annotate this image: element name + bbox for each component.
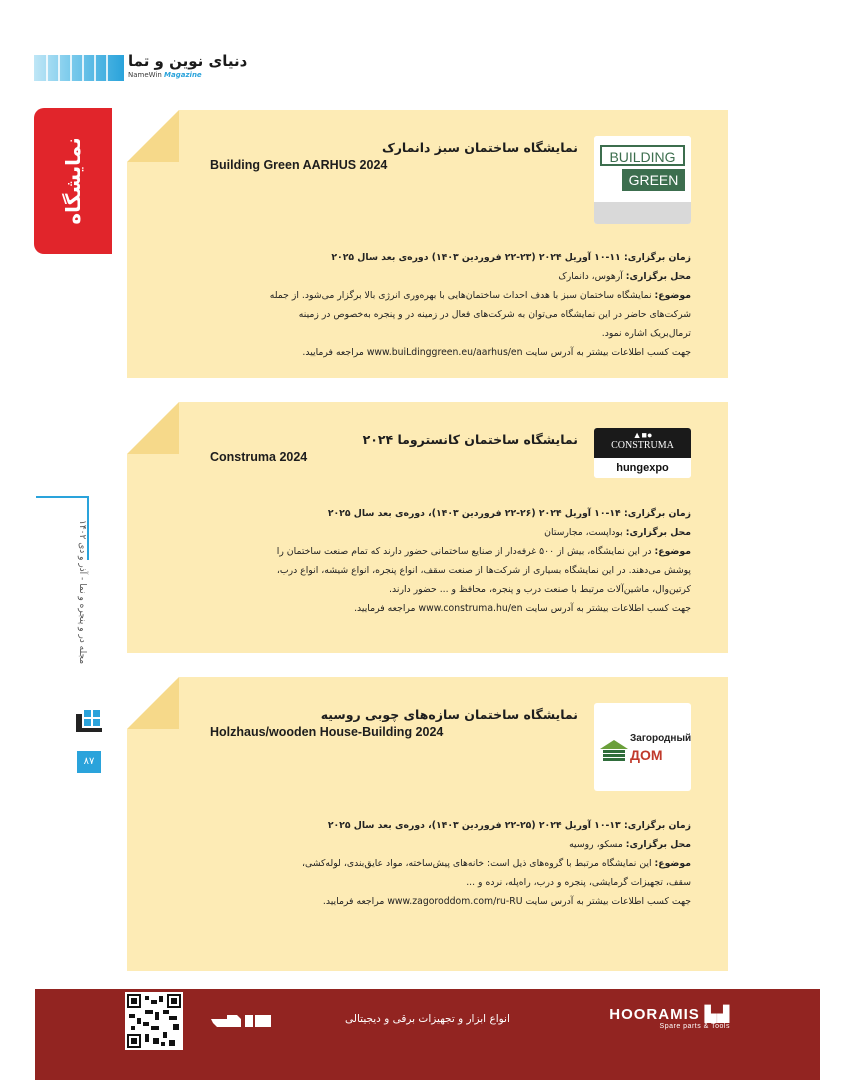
header-color-strip: [34, 55, 124, 81]
qr-code-icon[interactable]: [125, 992, 183, 1050]
more-info-link[interactable]: جهت کسب اطلاعات بیشتر به آدرس سایت www.construma.hu/en مراجعه فرمایید.: [354, 603, 691, 614]
exhibition-details: زمان برگزاری: ۱۴-۱۰ آوریل ۲۰۲۴ (۲۶-۲۲ فروردین ۱۴۰۳)، دوره‌ی بعد سال ۲۰۲۵ محل برگزاری: بوداپست، مجارستان موضوع: در این نمایشگاه، بیش از ۵۰۰ غرفه‌دار از صنایع ساختمانی حضور دارند که تمام صنعت ساختمان را پوشش می‌دهند. در این نمایشگاه بسیاری از شرکت‌ها از صنعت سقف، انواع پنجره، انواع شیشه، انواع درب، کرتین‌وال، ماشین‌آلات مرتبط با صنعت درب و پنجره، محافظ و ... حضور دارند. جهت کسب اطلاعات بیشتر به آدرس سایت www.construma.hu/en مراجعه فرمایید.: [165, 504, 691, 618]
section-tab: [34, 108, 112, 254]
more-info-link[interactable]: جهت کسب اطلاعات بیشتر به آدرس سایت www.zagoroddom.com/ru-RU مراجعه فرمایید.: [322, 896, 691, 907]
ad-tagline: انواع ابزار و تجهیزات برقی و دیجیتالی: [345, 1013, 510, 1025]
margin-rule-vertical: [87, 496, 89, 560]
exhibition-title-en: Holzhaus/wooden House-Building 2024: [210, 725, 444, 739]
exhibition-details: زمان برگزاری: ۱۱-۱۰ آوریل ۲۰۲۴ (۲۳-۲۲ فروردین ۱۴۰۳) دوره‌ی بعد سال ۲۰۲۵ محل برگزاری: آرهوس، دانمارک موضوع: نمایشگاه ساختمان سبز با هدف احداث ساختمان‌هایی با بهره‌وری انرژی بالا برگزار می‌شود. از جمله شرکت‌های حاضر در این نمایشگاه می‌توان به شرکت‌های فعال در زمینه در و پنجره به‌خصوص در زمینه ترمال‌بریک اشاره نمود. جهت کسب اطلاعات بیشتر به آدرس سایت www.buiLdinggreen.eu/aarhus/en مراجعه فرمایید.: [165, 248, 691, 362]
exhibition-title-fa: نمایشگاه ساختمان سبز دانمارک: [381, 140, 578, 155]
building-green-logo: BUILDING GREEN: [594, 136, 691, 224]
exhibition-details: زمان برگزاری: ۱۳-۱۰ آوریل ۲۰۲۴ (۲۵-۲۲ فروردین ۱۴۰۳)، دوره‌ی بعد سال ۲۰۲۵ محل برگزاری: مسکو، روسیه موضوع: این نمایشگاه مرتبط با گروه‌های ذیل است: خانه‌های پیش‌ساخته، مواد عایق‌بندی، لوله‌کشی، سقف، تجهیزات گرمایشی، پنجره و درب، راه‌پله، نرده و ... جهت کسب اطلاعات بیشتر به آدرس سایت www.zagoroddom.com/ru-RU مراجعه فرمایید.: [165, 816, 691, 911]
corner-fold: [127, 110, 179, 162]
hand-pointer-icon: [211, 1011, 273, 1031]
construma-logo: ▲■● CONSTRUMA hungexpo: [594, 428, 691, 478]
zagorodny-dom-logo: Загородный ДОМ: [594, 703, 691, 791]
exhibition-title-en: Construma 2024: [210, 450, 308, 464]
margin-rule: [36, 496, 89, 498]
section-tab-label: نمایشگاه: [61, 137, 85, 225]
exhibition-card: [127, 677, 728, 971]
page-number: ۸۷: [77, 751, 101, 773]
brand-logo[interactable]: HOORAMIS ▙▟ Spare parts & Tools: [609, 1006, 730, 1030]
advertisement-banner: [35, 989, 820, 1080]
corner-fold: [127, 402, 179, 454]
exhibition-card: [127, 110, 728, 378]
exhibition-title-en: Building Green AARHUS 2024: [210, 158, 388, 172]
window-icon: [76, 708, 102, 738]
exhibition-title-fa: نمایشگاه ساختمان سازه‌های چوبی روسیه: [320, 707, 578, 722]
corner-fold: [127, 677, 179, 729]
magazine-logo-subtitle: NameWin Magazine: [128, 71, 202, 79]
magazine-issue-line: مجله در و پنجره و نما - آذر و دی ۱۴۰۲: [77, 520, 87, 665]
exhibition-title-fa: نمایشگاه ساختمان کانستروما ۲۰۲۴: [362, 432, 578, 447]
more-info-link[interactable]: جهت کسب اطلاعات بیشتر به آدرس سایت www.buiLdinggreen.eu/aarhus/en مراجعه فرمایید.: [302, 347, 691, 358]
exhibition-card: [127, 402, 728, 653]
magazine-logo: دنیای نوین و تما: [128, 52, 248, 70]
